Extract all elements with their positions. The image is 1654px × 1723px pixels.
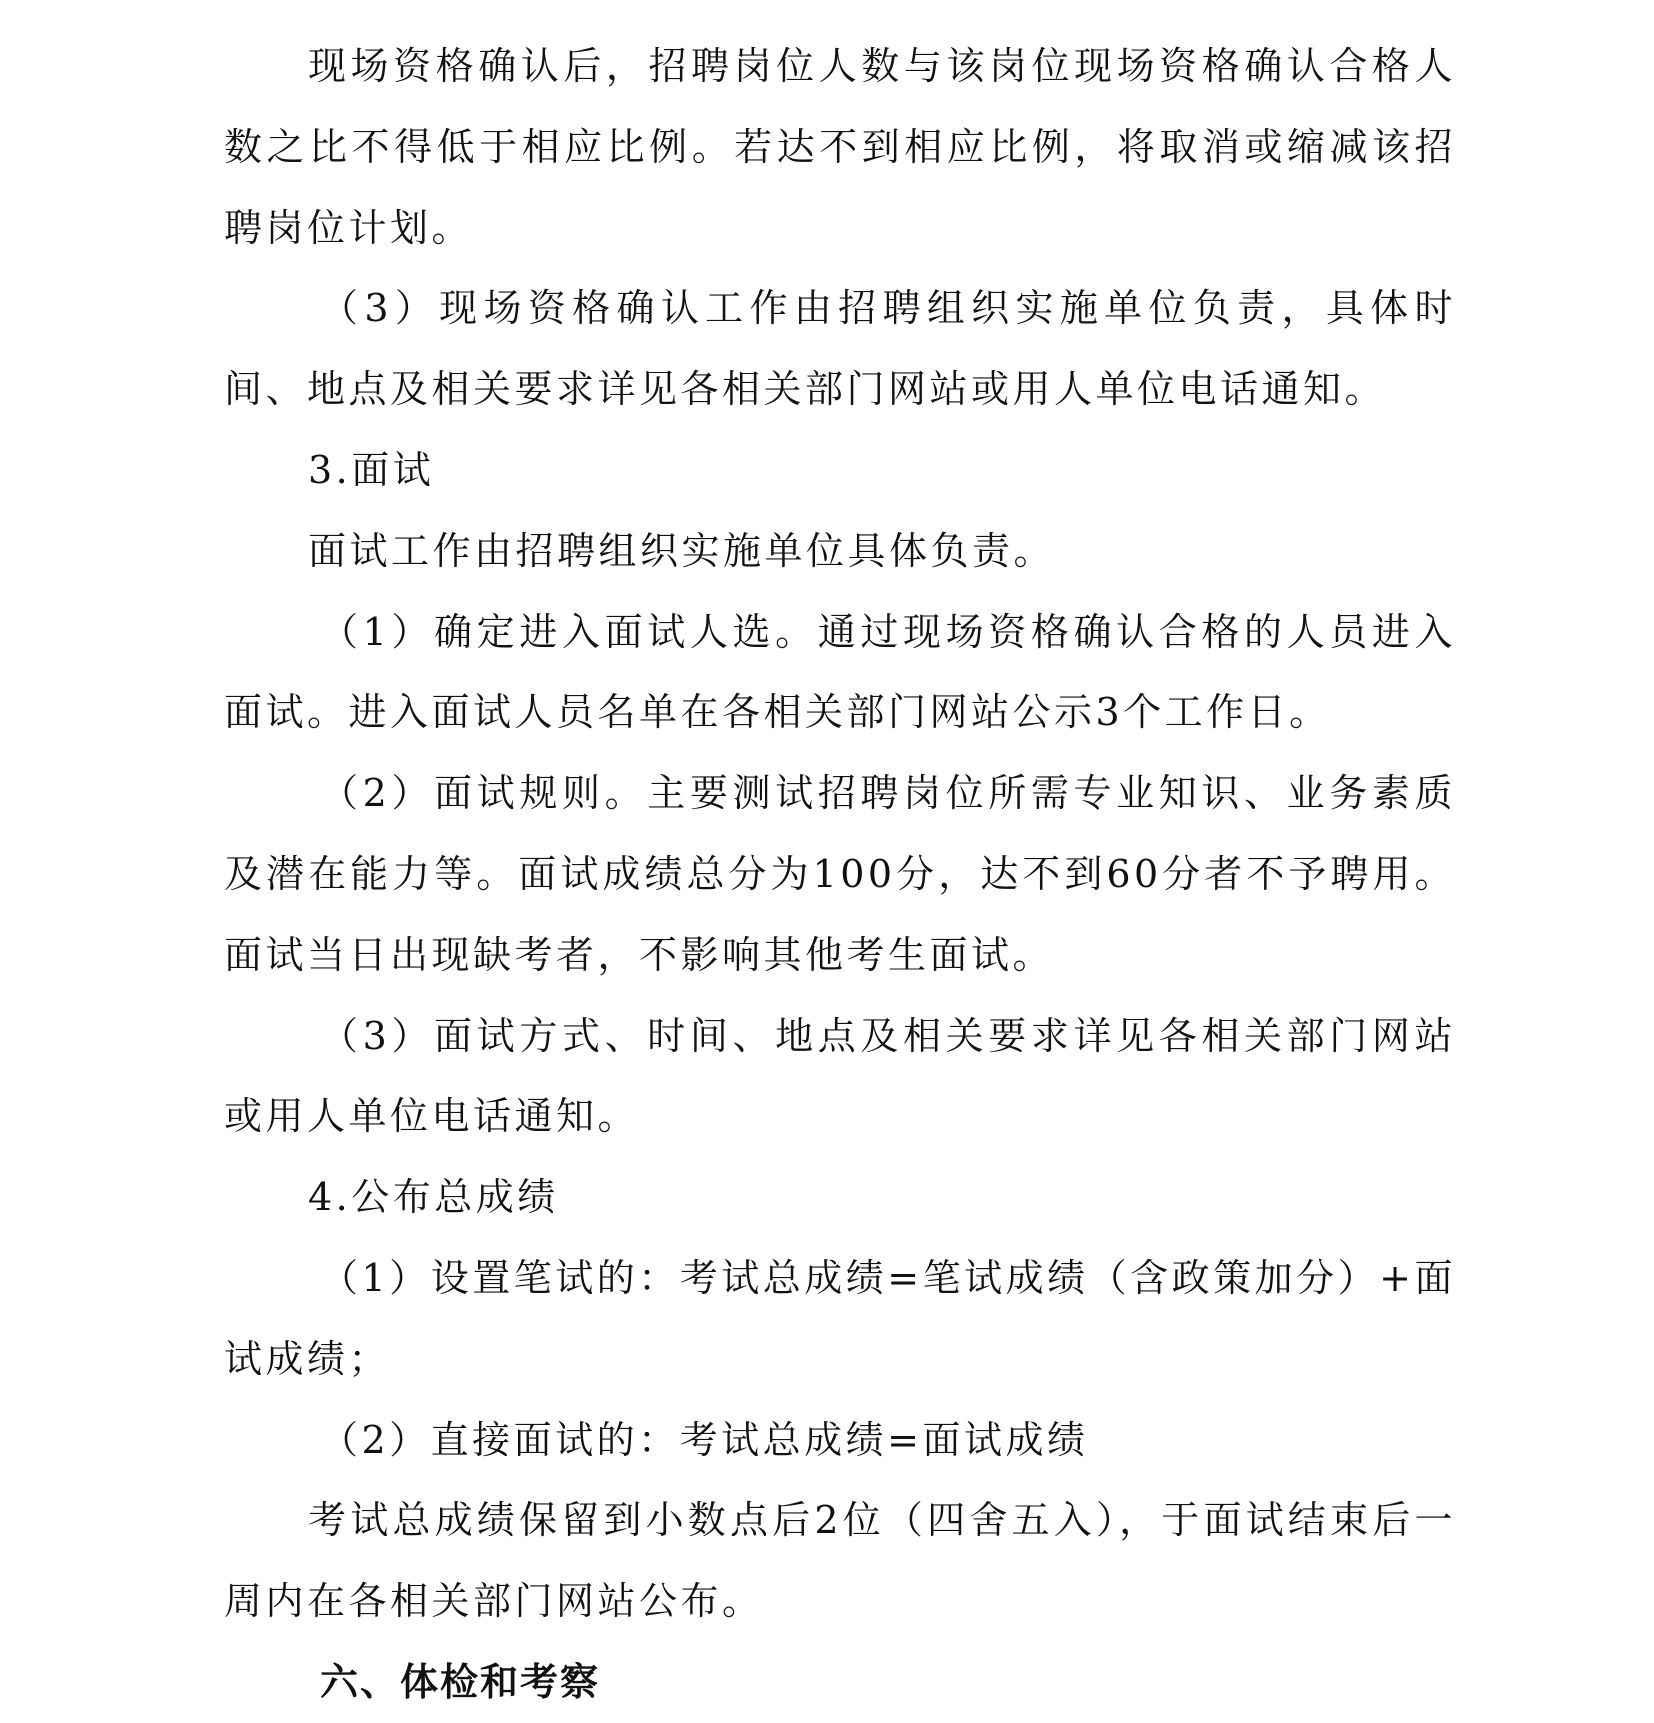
paragraph-onsite-confirmation: （3）现场资格确认工作由招聘组织实施单位负责，具体时间、地点及相关要求详见各相关部门网站或用人单位电话通知。 [224,286,1456,412]
paragraph-interview-rules: （2）面试规则。主要测试招聘岗位所需专业知识、业务素质及潜在能力等。面试成绩总分为100分，达不到60分者不予聘用。面试当日出现缺考者，不影响其他考生面试。 [224,771,1456,977]
subheading-total-score: 4.公布总成绩 [308,1175,559,1220]
section-heading-medical-exam: 六、体检和考察 [320,1659,601,1704]
paragraph-score-publication: 考试总成绩保留到小数点后2位（四舍五入），于面试结束后一周内在各相关部门网站公布。 [224,1498,1456,1624]
document-body [224,26,1456,1723]
paragraph-qualification-ratio: 现场资格确认后，招聘岗位人数与该岗位现场资格确认合格人数之比不得低于相应比例。若达不到相应比例，将取消或缩减该招聘岗位计划。 [224,44,1456,250]
paragraph-written-exam-formula: （1）设置笔试的：考试总成绩=笔试成绩（含政策加分）+面试成绩； [224,1255,1456,1381]
subheading-interview: 3.面试 [308,447,435,492]
paragraph-interview-method: （3）面试方式、时间、地点及相关要求详见各相关部门网站或用人单位电话通知。 [224,1013,1456,1139]
paragraph-interview-candidates: （1）确定进入面试人选。通过现场资格确认合格的人员进入面试。进入面试人员名单在各相关部门网站公示3个工作日。 [224,609,1456,735]
paragraph-interview-responsibility: 面试工作由招聘组织实施单位具体负责。 [308,528,1056,573]
paragraph-direct-interview-formula: （2）直接面试的：考试总成绩=面试成绩 [320,1417,1089,1462]
